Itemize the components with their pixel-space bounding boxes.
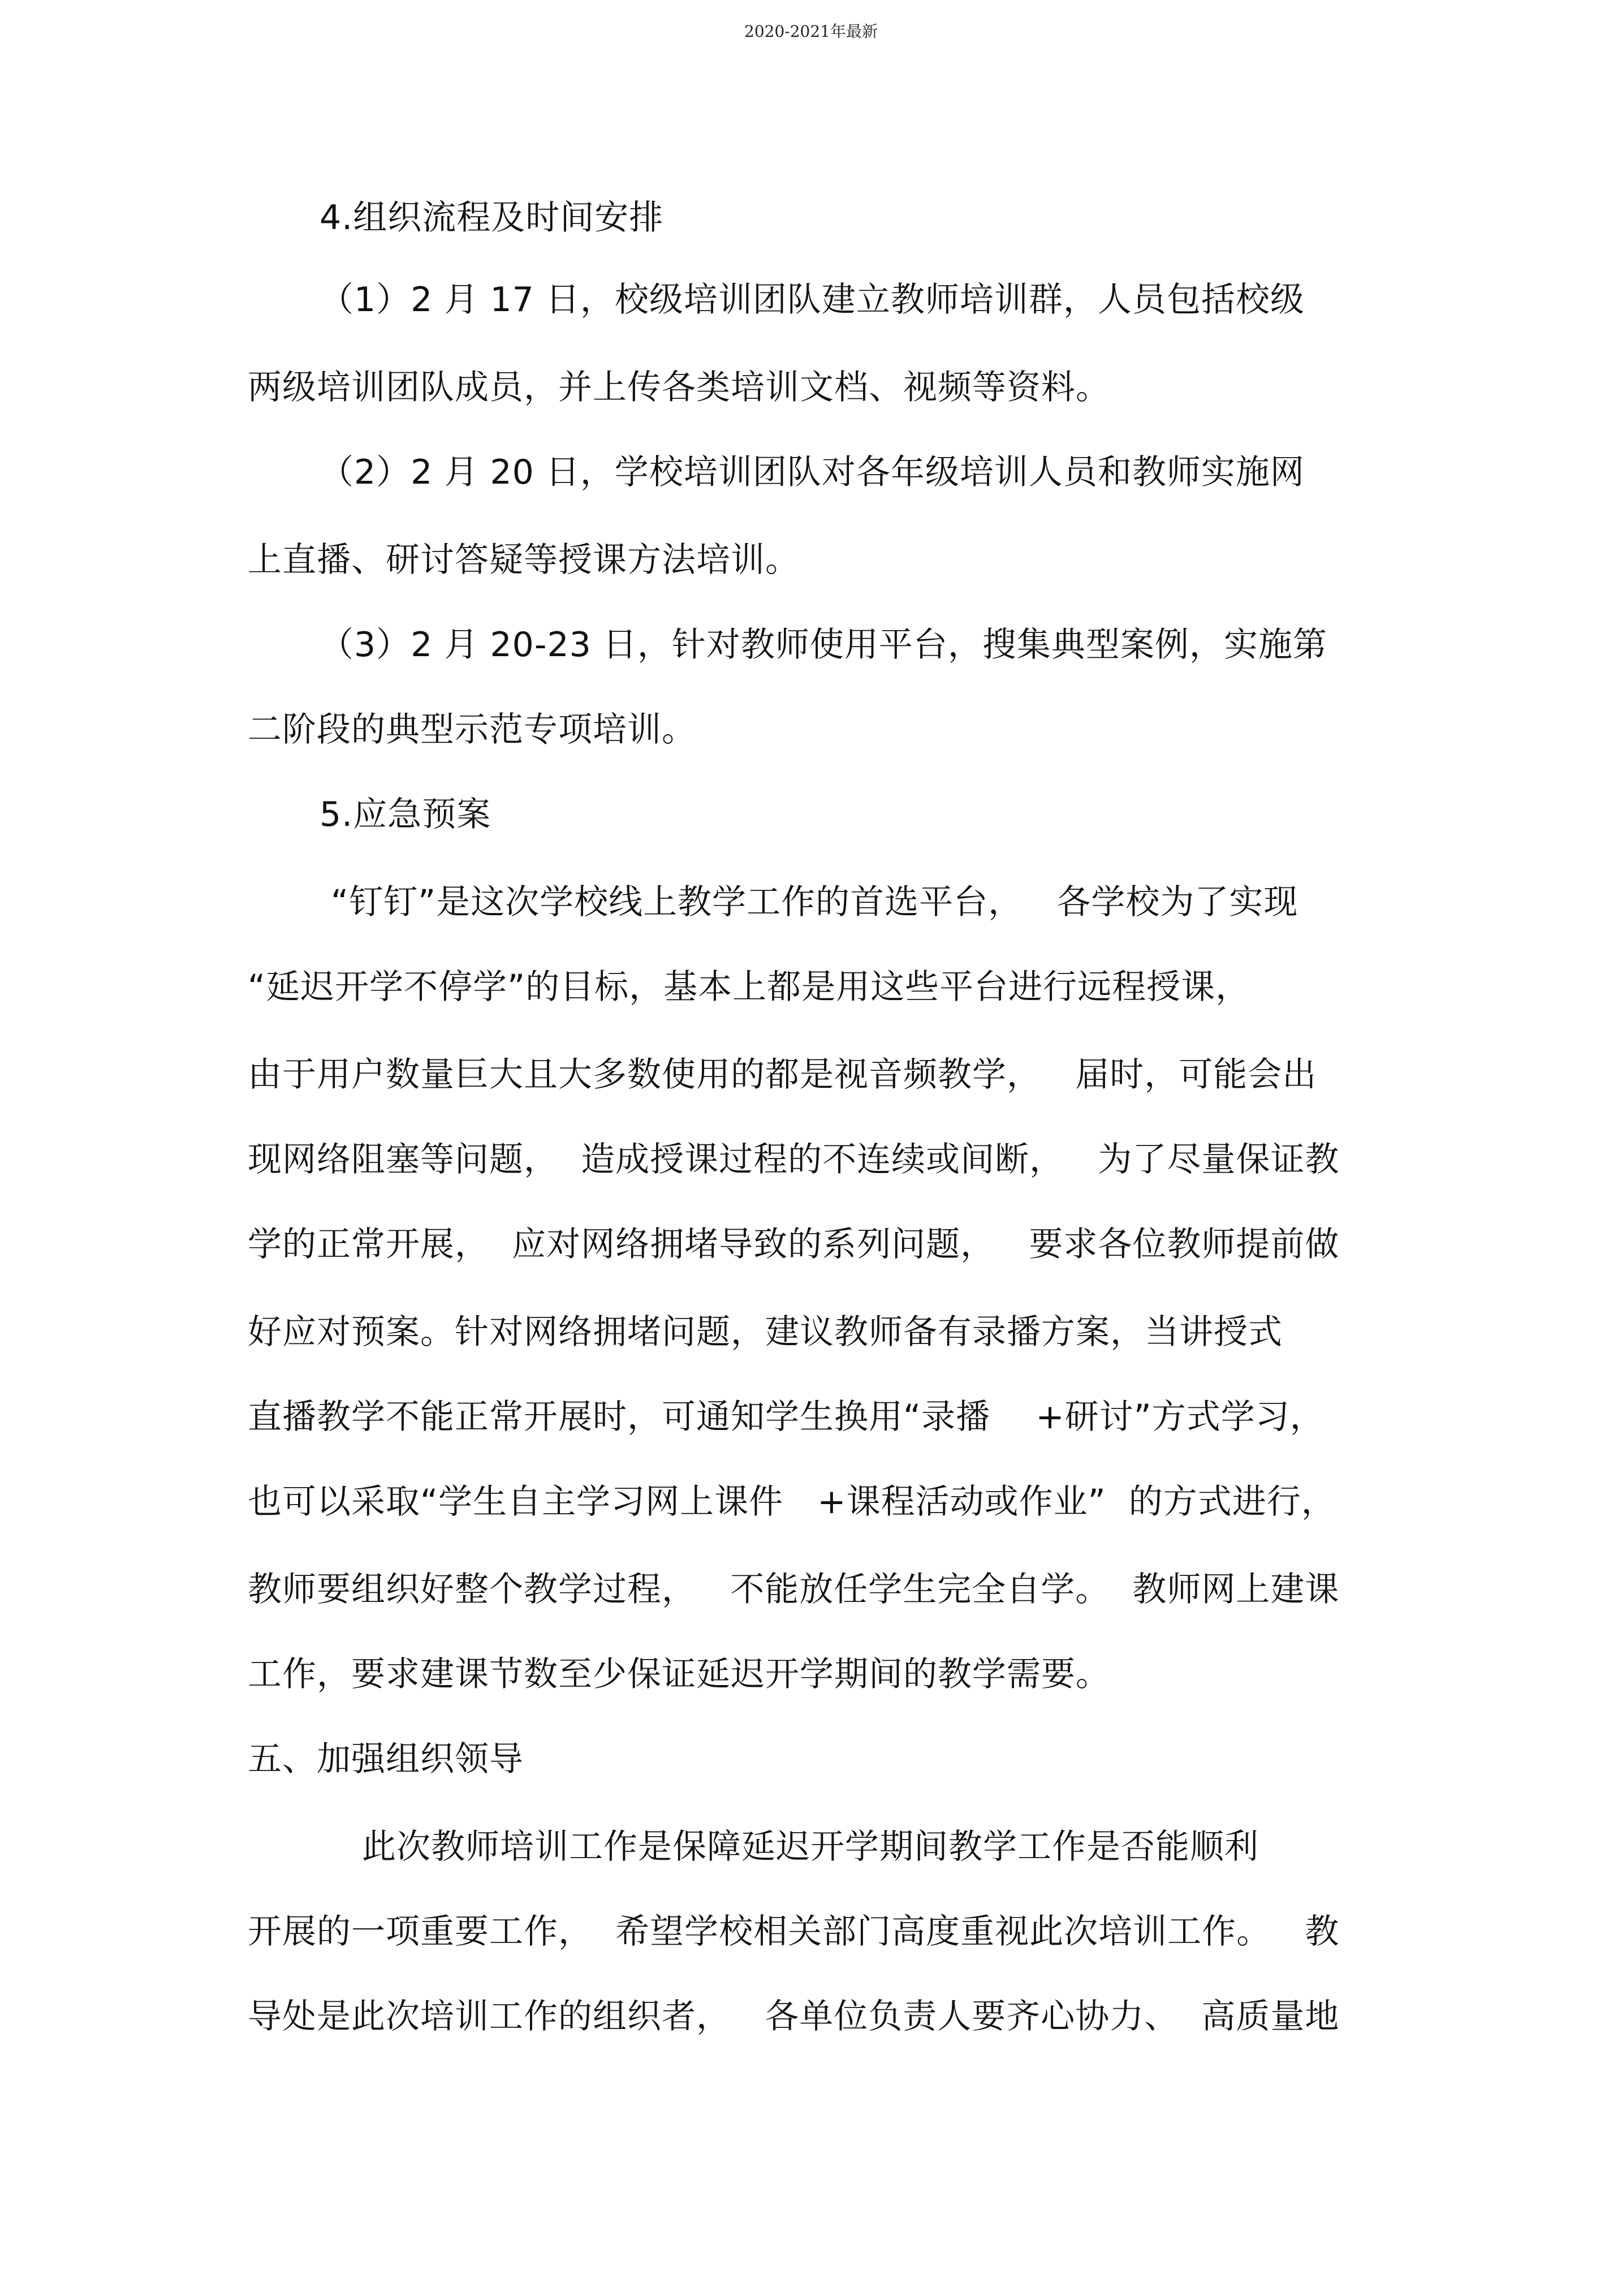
section-heading: 五、加强组织领导	[248, 1739, 524, 1779]
paragraph-line: 由于用户数量巨大且大多数使用的都是视音频教学， 届时，可能会出	[248, 1055, 1317, 1095]
paragraph-line: 也可以采取“学生自主学习网上课件 +课程活动或作业” 的方式进行，	[248, 1482, 1336, 1522]
paragraph-line: （3）2 月 20-23 日，针对教师使用平台，搜集典型案例，实施第	[320, 625, 1327, 665]
paragraph-line: （2）2 月 20 日，学校培训团队对各年级培训人员和教师实施网	[320, 453, 1305, 492]
paragraph-line: 教师要组织好整个教学过程， 不能放任学生完全自学。 教师网上建课	[248, 1570, 1340, 1609]
paragraph-line: 上直播、研讨答疑等授课方法培训。	[248, 540, 800, 580]
paragraph-line: 直播教学不能正常开展时，可通知学生换用“录播 +研讨”方式学习，	[248, 1397, 1325, 1437]
paragraph-line: 开展的一项重要工作， 希望学校相关部门高度重视此次培训工作。 教	[248, 1912, 1340, 1952]
paragraph-line: （1）2 月 17 日，校级培训团队建立教师培训群，人员包括校级	[320, 280, 1305, 320]
paragraph-line: 学的正常开展， 应对网络拥堵导致的系列问题， 要求各位教师提前做	[248, 1225, 1340, 1264]
paragraph-line: 现网络阻塞等问题， 造成授课过程的不连续或间断， 为了尽量保证教	[248, 1140, 1340, 1179]
paragraph-line: 二阶段的典型示范专项培训。	[248, 710, 696, 749]
paragraph-line: 工作，要求建课节数至少保证延迟开学期间的教学需要。	[248, 1655, 1110, 1694]
paragraph-line: 导处是此次培训工作的组织者， 各单位负责人要齐心协力、 高质量地	[248, 1997, 1340, 2036]
section-heading: 4.组织流程及时间安排	[320, 198, 664, 238]
paragraph-line: 好应对预案。针对网络拥堵问题，建议教师备有录播方案，当讲授式	[248, 1312, 1283, 1352]
section-heading: 5.应急预案	[320, 795, 491, 834]
paragraph-line: 两级培训团队成员，并上传各类培训文档、视频等资料。	[248, 368, 1110, 407]
paragraph-line: “钉钉”是这次学校线上教学工作的首选平台， 各学校为了实现	[331, 882, 1299, 922]
page-header: 2020-2021年最新	[744, 22, 878, 41]
paragraph-line: “延迟开学不停学”的目标，基本上都是用这些平台进行远程授课，	[248, 967, 1250, 1007]
paragraph-line: 此次教师培训工作是保障延迟开学期间教学工作是否能顺利	[362, 1827, 1259, 1867]
